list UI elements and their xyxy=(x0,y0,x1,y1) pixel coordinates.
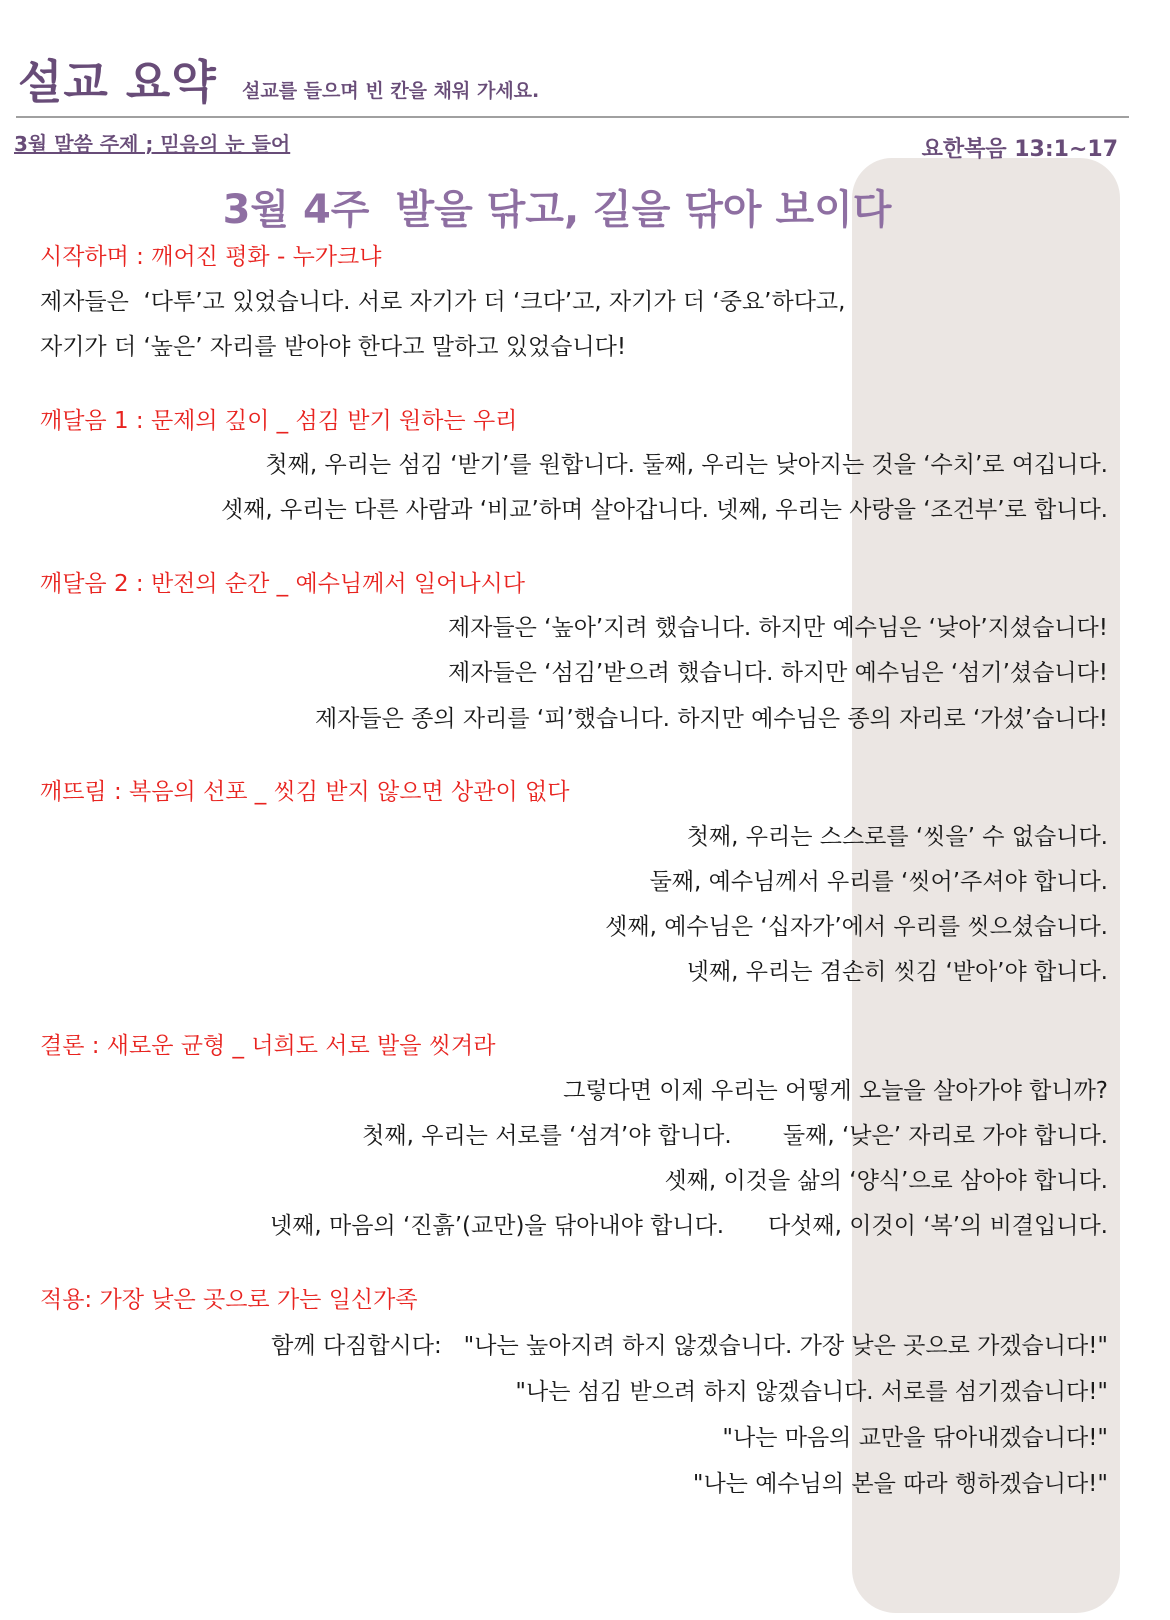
conclusion-line: 그렇다면 이제 우리는 어떻게 오늘을 살아가야 합니까? xyxy=(563,1078,1108,1104)
break-line: 첫째, 우리는 스스로를 ‘씻을’ 수 없습니다. xyxy=(686,824,1108,850)
section-title-insight-1: 깨달음 1 : 문제의 깊이 _ 섬김 받기 원하는 우리 xyxy=(40,408,518,434)
insight-2-line: 제자들은 종의 자리를 ‘피’했습니다. 하지만 예수님은 종의 자리로 ‘가셨’습니다! xyxy=(314,706,1108,732)
break-line: 셋째, 예수님은 ‘십자가’에서 우리를 씻으셨습니다. xyxy=(605,914,1108,940)
monthly-theme: 3월 말씀 주제 ; 믿음의 눈 들어 xyxy=(14,132,291,156)
section-title-conclusion: 결론 : 새로운 균형 _ 너희도 서로 발을 씻겨라 xyxy=(40,1033,496,1059)
application-line: "나는 예수님의 본을 따라 행하겠습니다!" xyxy=(692,1471,1108,1497)
scripture-reference: 요한복음 13:1~17 xyxy=(921,137,1118,162)
insight-1-line: 첫째, 우리는 섬김 ‘받기’를 원합니다. 둘째, 우리는 낮아지는 것을 ‘수치’로 여깁니다. xyxy=(265,452,1108,478)
conclusion-line: 넷째, 마음의 ‘진흙’(교만)을 닦아내야 합니다. 다섯째, 이것이 ‘복’의 비결입니다. xyxy=(269,1213,1108,1239)
insight-2-line: 제자들은 ‘섬김’받으려 했습니다. 하지만 예수님은 ‘섬기’셨습니다! xyxy=(448,660,1108,686)
header-divider xyxy=(16,116,1129,118)
conclusion-line: 첫째, 우리는 서로를 ‘섬겨’야 합니다. 둘째, ‘낮은’ 자리로 가야 합니다. xyxy=(362,1123,1108,1149)
insight-2-line: 제자들은 ‘높아’지려 했습니다. 하지만 예수님은 ‘낮아’지셨습니다! xyxy=(448,615,1108,641)
section-title-break: 깨뜨림 : 복음의 선포 _ 씻김 받지 않으면 상관이 없다 xyxy=(40,779,570,805)
application-line: "나는 섬김 받으려 하지 않겠습니다. 서로를 섬기겠습니다!" xyxy=(515,1379,1108,1405)
break-line: 둘째, 예수님께서 우리를 ‘씻어’주셔야 합니다. xyxy=(649,869,1108,895)
application-line: 함께 다짐합시다: "나는 높아지려 하지 않겠습니다. 가장 낮은 곳으로 가겠습니다!" xyxy=(271,1333,1108,1359)
insight-1-line: 셋째, 우리는 다른 사람과 ‘비교’하며 살아갑니다. 넷째, 우리는 사랑을 ‘조건부’로 합니다. xyxy=(220,497,1108,523)
sermon-title: 발을 닦고, 길을 닦아 보이다 xyxy=(395,187,892,233)
intro-line: 자기가 더 ‘높은’ 자리를 받아야 한다고 말하고 있었습니다! xyxy=(40,334,627,360)
section-title-application: 적용: 가장 낮은 곳으로 가는 일신가족 xyxy=(40,1287,418,1313)
week-heading xyxy=(0,178,1114,235)
break-line: 넷째, 우리는 겸손히 씻김 ‘받아’야 합니다. xyxy=(686,959,1108,985)
page-subtitle: 설교를 들으며 빈 칸을 채워 가세요. xyxy=(242,80,540,102)
section-title-insight-2: 깨달음 2 : 반전의 순간 _ 예수님께서 일어나시다 xyxy=(40,571,525,597)
section-title-intro: 시작하며 : 깨어진 평화 - 누가크냐 xyxy=(40,244,382,270)
intro-line: 제자들은 ‘다투’고 있었습니다. 서로 자기가 더 ‘크다’고, 자기가 더 ‘중요’하다고, xyxy=(40,289,846,315)
week-label: 3월 4주 xyxy=(222,187,370,233)
page-title: 설교 요약 xyxy=(18,55,217,109)
application-line: "나는 마음의 교만을 닦아내겠습니다!" xyxy=(722,1425,1108,1451)
conclusion-line: 셋째, 이것을 삶의 ‘양식’으로 삼아야 합니다. xyxy=(664,1168,1108,1194)
